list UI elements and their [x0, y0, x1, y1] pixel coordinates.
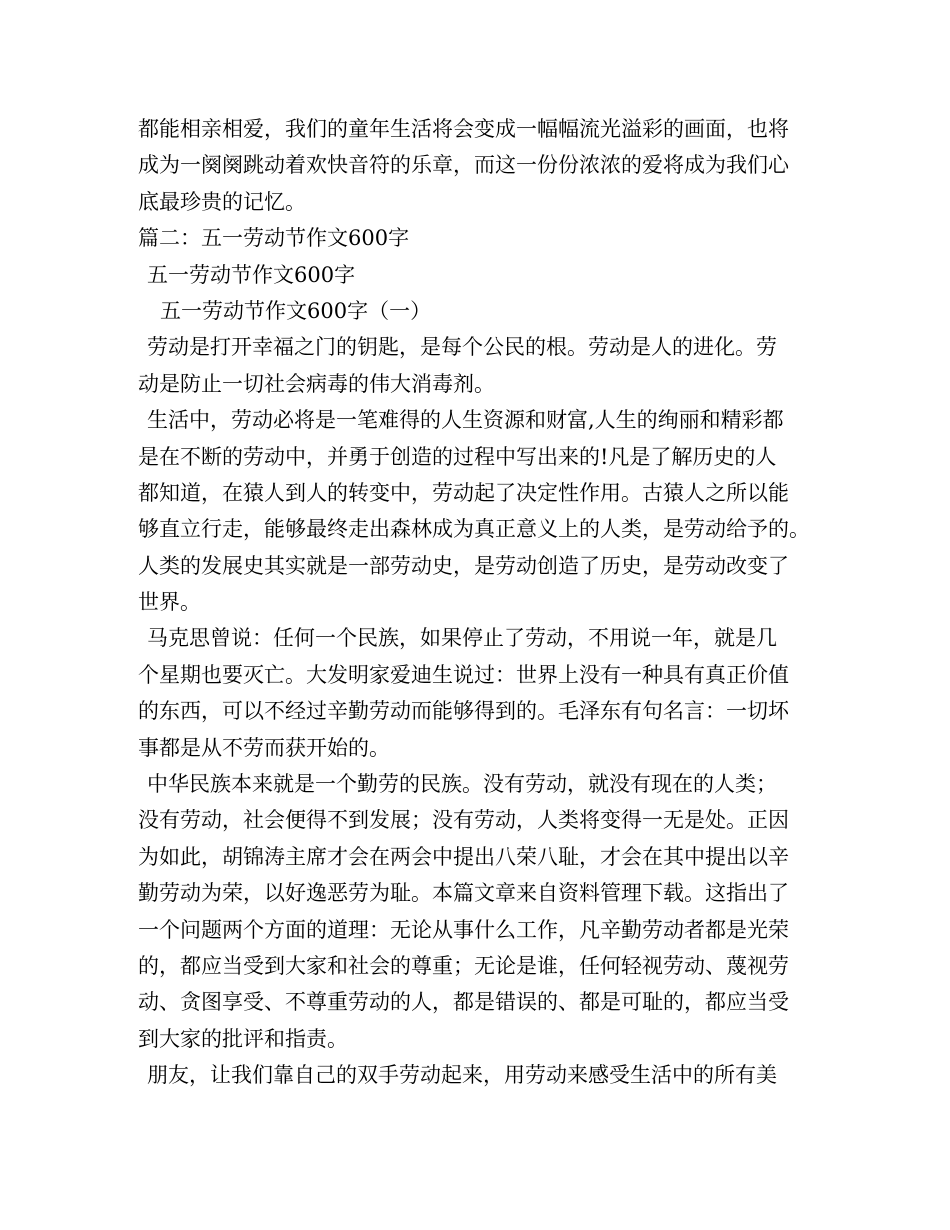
paragraph-line: 的，都应当受到大家和社会的尊重；无论是谁，任何轻视劳动、蔑视劳: [138, 953, 789, 978]
paragraph-line: 动、贪图享受、不尊重劳动的人，都是错误的、都是可耻的，都应当受: [138, 990, 789, 1015]
paragraph-line: 底最珍贵的记忆。: [138, 189, 306, 214]
paragraph-line: 人类的发展史其实就是一部劳动史，是劳动创造了历史，是劳动改变了: [138, 553, 789, 578]
paragraph-line: 动是防止一切社会病毒的伟大消毒剂。: [138, 371, 495, 396]
paragraph-line: 够直立行走，能够最终走出森林成为真正意义上的人类，是劳动给予的。: [138, 517, 810, 542]
paragraph-line: 都知道，在猿人到人的转变中，劳动起了决定性作用。古猿人之所以能: [138, 480, 789, 505]
paragraph-line: 成为一阕阕跳动着欢快音符的乐章，而这一份份浓浓的爱将成为我们心: [138, 153, 789, 178]
paragraph-line: 事都是从不劳而获开始的。: [138, 735, 390, 760]
paragraph-line: 马克思曾说：任何一个民族，如果停止了劳动，不用说一年，就是几: [147, 626, 777, 651]
article-title: 五一劳动节作文600字: [147, 262, 356, 287]
paragraph-line: 朋友，让我们靠自己的双手劳动起来，用劳动来感受生活中的所有美: [147, 1063, 777, 1088]
paragraph-line: 的东西，可以不经过辛勤劳动而能够得到的。毛泽东有句名言：一切坏: [138, 699, 789, 724]
paragraph-line: 为如此，胡锦涛主席才会在两会中提出八荣八耻，才会在其中提出以辛: [138, 844, 789, 869]
paragraph-line: 是在不断的劳动中，并勇于创造的过程中写出来的!凡是了解历史的人: [138, 444, 777, 469]
paragraph-line: 生活中，劳动必将是一笔难得的人生资源和财富,人生的绚丽和精彩都: [147, 408, 784, 433]
paragraph-line: 一个问题两个方面的道理：无论从事什么工作，凡辛勤劳动者都是光荣: [138, 917, 789, 942]
paragraph-line: 都能相亲相爱，我们的童年生活将会变成一幅幅流光溢彩的画面，也将: [138, 117, 789, 141]
paragraph-line: 到大家的批评和指责。: [138, 1026, 348, 1051]
paragraph-line: 没有劳动，社会便得不到发展；没有劳动，人类将变得一无是处。正因: [138, 808, 789, 833]
paragraph-line: 勤劳动为荣，以好逸恶劳为耻。本篇文章来自资料管理下载。这指出了: [138, 881, 789, 906]
paragraph-line: 个星期也要灭亡。大发明家爱迪生说过：世界上没有一种具有真正价值: [138, 662, 789, 687]
paragraph-line: 劳动是打开幸福之门的钥匙，是每个公民的根。劳动是人的进化。劳: [147, 335, 777, 360]
article-subtitle: 五一劳动节作文600字（一）: [160, 298, 432, 323]
section-heading: 篇二：五一劳动节作文600字: [138, 226, 410, 251]
article-body: [138, 111, 818, 1094]
paragraph-line: 中华民族本来就是一个勤劳的民族。没有劳动，就没有现在的人类；: [147, 772, 777, 797]
paragraph-line: 世界。: [138, 590, 201, 615]
